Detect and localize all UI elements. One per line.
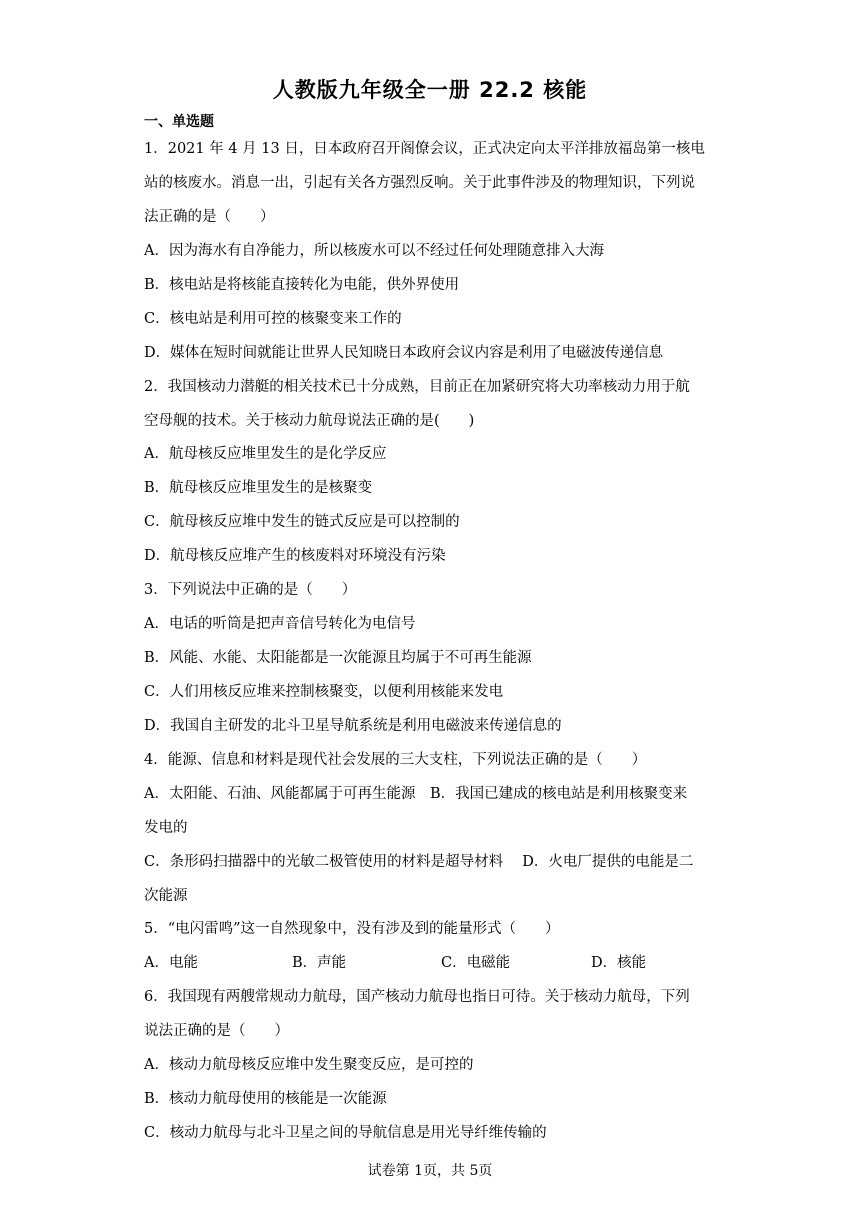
question-1-option-d: D．媒体在短时间就能让世界人民知晓日本政府会议内容是利用了电磁波传递信息 xyxy=(144,345,664,361)
question-6-option-c: C．核动力航母与北斗卫星之间的导航信息是用光导纤维传输的 xyxy=(144,1125,547,1141)
question-1-line-2: 站的核废水。消息一出，引起有关各方强烈反响。关于此事件涉及的物理知识，下列说 xyxy=(144,175,695,191)
question-4-options-line-4: 次能源 xyxy=(144,888,188,904)
question-2-option-d: D．航母核反应堆产生的核废料对环境没有污染 xyxy=(144,548,446,564)
question-1-option-c: C．核电站是利用可控的核聚变来工作的 xyxy=(144,311,402,327)
question-5-option-c: C．电磁能 xyxy=(441,955,511,971)
question-2-line-2: 空母舰的技术。关于核动力航母说法正确的是( ) xyxy=(144,413,475,429)
question-6-option-b: B．核动力航母使用的核能是一次能源 xyxy=(144,1091,387,1107)
question-3-line-1: 3．下列说法中正确的是（ ） xyxy=(144,582,357,598)
question-5-option-b: B．声能 xyxy=(292,955,347,971)
section-heading: 一、单选题 xyxy=(144,114,214,130)
question-4-options-line-3: C．条形码扫描器中的光敏二极管使用的材料是超导材料 D．火电厂提供的电能是二 xyxy=(144,854,694,870)
question-5-line-1: 5．“电闪雷鸣”这一自然现象中，没有涉及到的能量形式（ ） xyxy=(144,921,560,937)
question-3-option-a: A．电话的听筒是把声音信号转化为电信号 xyxy=(144,616,416,632)
question-5-options-row xyxy=(144,953,646,973)
document-title: 人教版九年级全一册 22.2 核能 xyxy=(272,78,588,102)
question-4-line-1: 4．能源、信息和材料是现代社会发展的三大支柱，下列说法正确的是（ ） xyxy=(144,752,647,768)
question-4-options-line-2: 发电的 xyxy=(144,820,188,836)
question-6-line-2: 说法正确的是（ ） xyxy=(144,1023,289,1039)
question-2-option-a: A．航母核反应堆里发生的是化学反应 xyxy=(144,446,387,462)
question-1-option-a: A．因为海水有自净能力，所以核废水可以不经过任何处理随意排入大海 xyxy=(144,243,604,259)
question-1-line-1: 1．2021 年 4 月 13 日，日本政府召开阁僚会议，正式决定向太平洋排放福岛第一核电 xyxy=(144,141,705,157)
question-1-line-3: 法正确的是（ ） xyxy=(144,209,275,225)
page-footer: 试卷第 1页，共 5页 xyxy=(367,1163,493,1179)
question-4-options-line-1: A．太阳能、石油、风能都属于可再生能源 B．我国已建成的核电站是利用核聚变来 xyxy=(144,786,688,802)
question-3-option-c: C．人们用核反应堆来控制核聚变，以便利用核能来发电 xyxy=(144,684,504,700)
question-2-line-1: 2．我国核动力潜艇的相关技术已十分成熟，目前正在加紧研究将大功率核动力用于航 xyxy=(144,379,690,395)
question-1-option-b: B．核电站是将核能直接转化为电能，供外界使用 xyxy=(144,277,460,293)
question-2-option-c: C．航母核反应堆中发生的链式反应是可以控制的 xyxy=(144,514,460,530)
question-3-option-b: B．风能、水能、太阳能都是一次能源且均属于不可再生能源 xyxy=(144,650,532,666)
question-6-option-a: A．核动力航母核反应堆中发生聚变反应，是可控的 xyxy=(144,1057,474,1073)
question-6-line-1: 6．我国现有两艘常规动力航母，国产核动力航母也指日可待。关于核动力航母，下列 xyxy=(144,989,690,1005)
question-5-option-d: D．核能 xyxy=(591,955,647,971)
question-5-option-a: A．电能 xyxy=(144,955,198,971)
question-3-option-d: D．我国自主研发的北斗卫星导航系统是利用电磁波来传递信息的 xyxy=(144,718,562,734)
question-2-option-b: B．航母核反应堆里发生的是核聚变 xyxy=(144,480,373,496)
